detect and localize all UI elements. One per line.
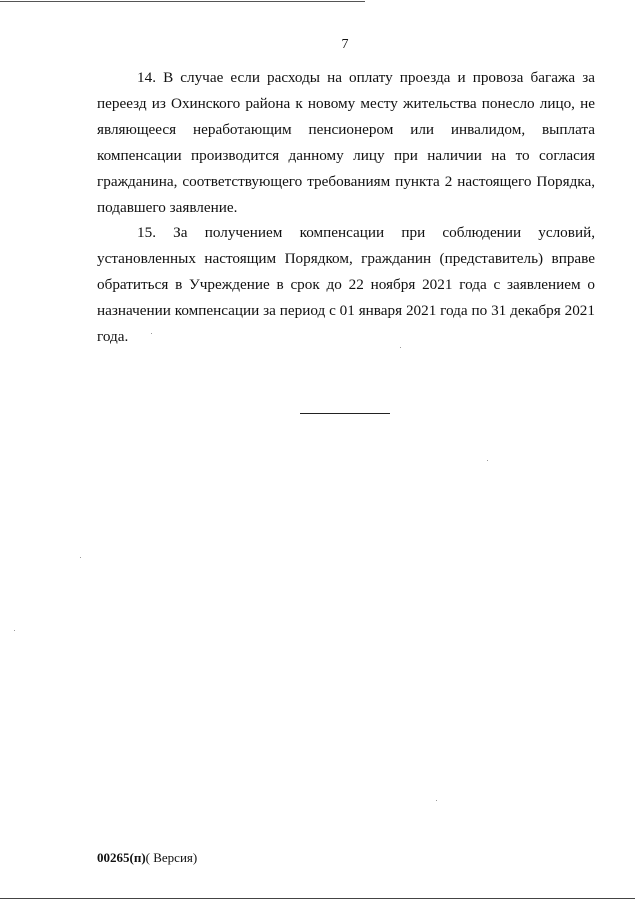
scan-speck bbox=[487, 460, 488, 461]
scan-speck bbox=[80, 557, 81, 558]
end-separator-line bbox=[300, 413, 390, 414]
bottom-scan-rule bbox=[0, 898, 635, 899]
paragraph-14: 14. В случае если расходы на оплату проезда и провоза багажа за переезд из Охинского района к новому месту жительства понесло лицо, не являющееся неработающим пенсионером или инвалидом, выплата компенсации производится данному лицу при наличии на то согласия гражданина, соответствующего требованиям пункта 2 настоящего Порядка, подавшего заявление. bbox=[97, 69, 595, 216]
document-code-number: 00265(п) bbox=[97, 850, 146, 865]
scan-speck bbox=[400, 347, 401, 348]
document-code-version: ( Версия) bbox=[145, 850, 198, 865]
top-scan-rule bbox=[0, 1, 365, 2]
scan-speck bbox=[151, 333, 152, 334]
paragraph-15: 15. За получением компенсации при соблюдении условий, установленных настоящим Порядком, гражданин (представитель) вправе обратиться в Учреждение в срок до 22 ноября 2021 года с заявлением о назначении компенсации за период с 01 января 2021 года по 31 декабря 2021 года. bbox=[97, 224, 595, 345]
scan-speck bbox=[14, 630, 15, 631]
document-code bbox=[97, 850, 197, 866]
page-number: 7 bbox=[341, 37, 349, 52]
scan-speck bbox=[436, 800, 437, 801]
